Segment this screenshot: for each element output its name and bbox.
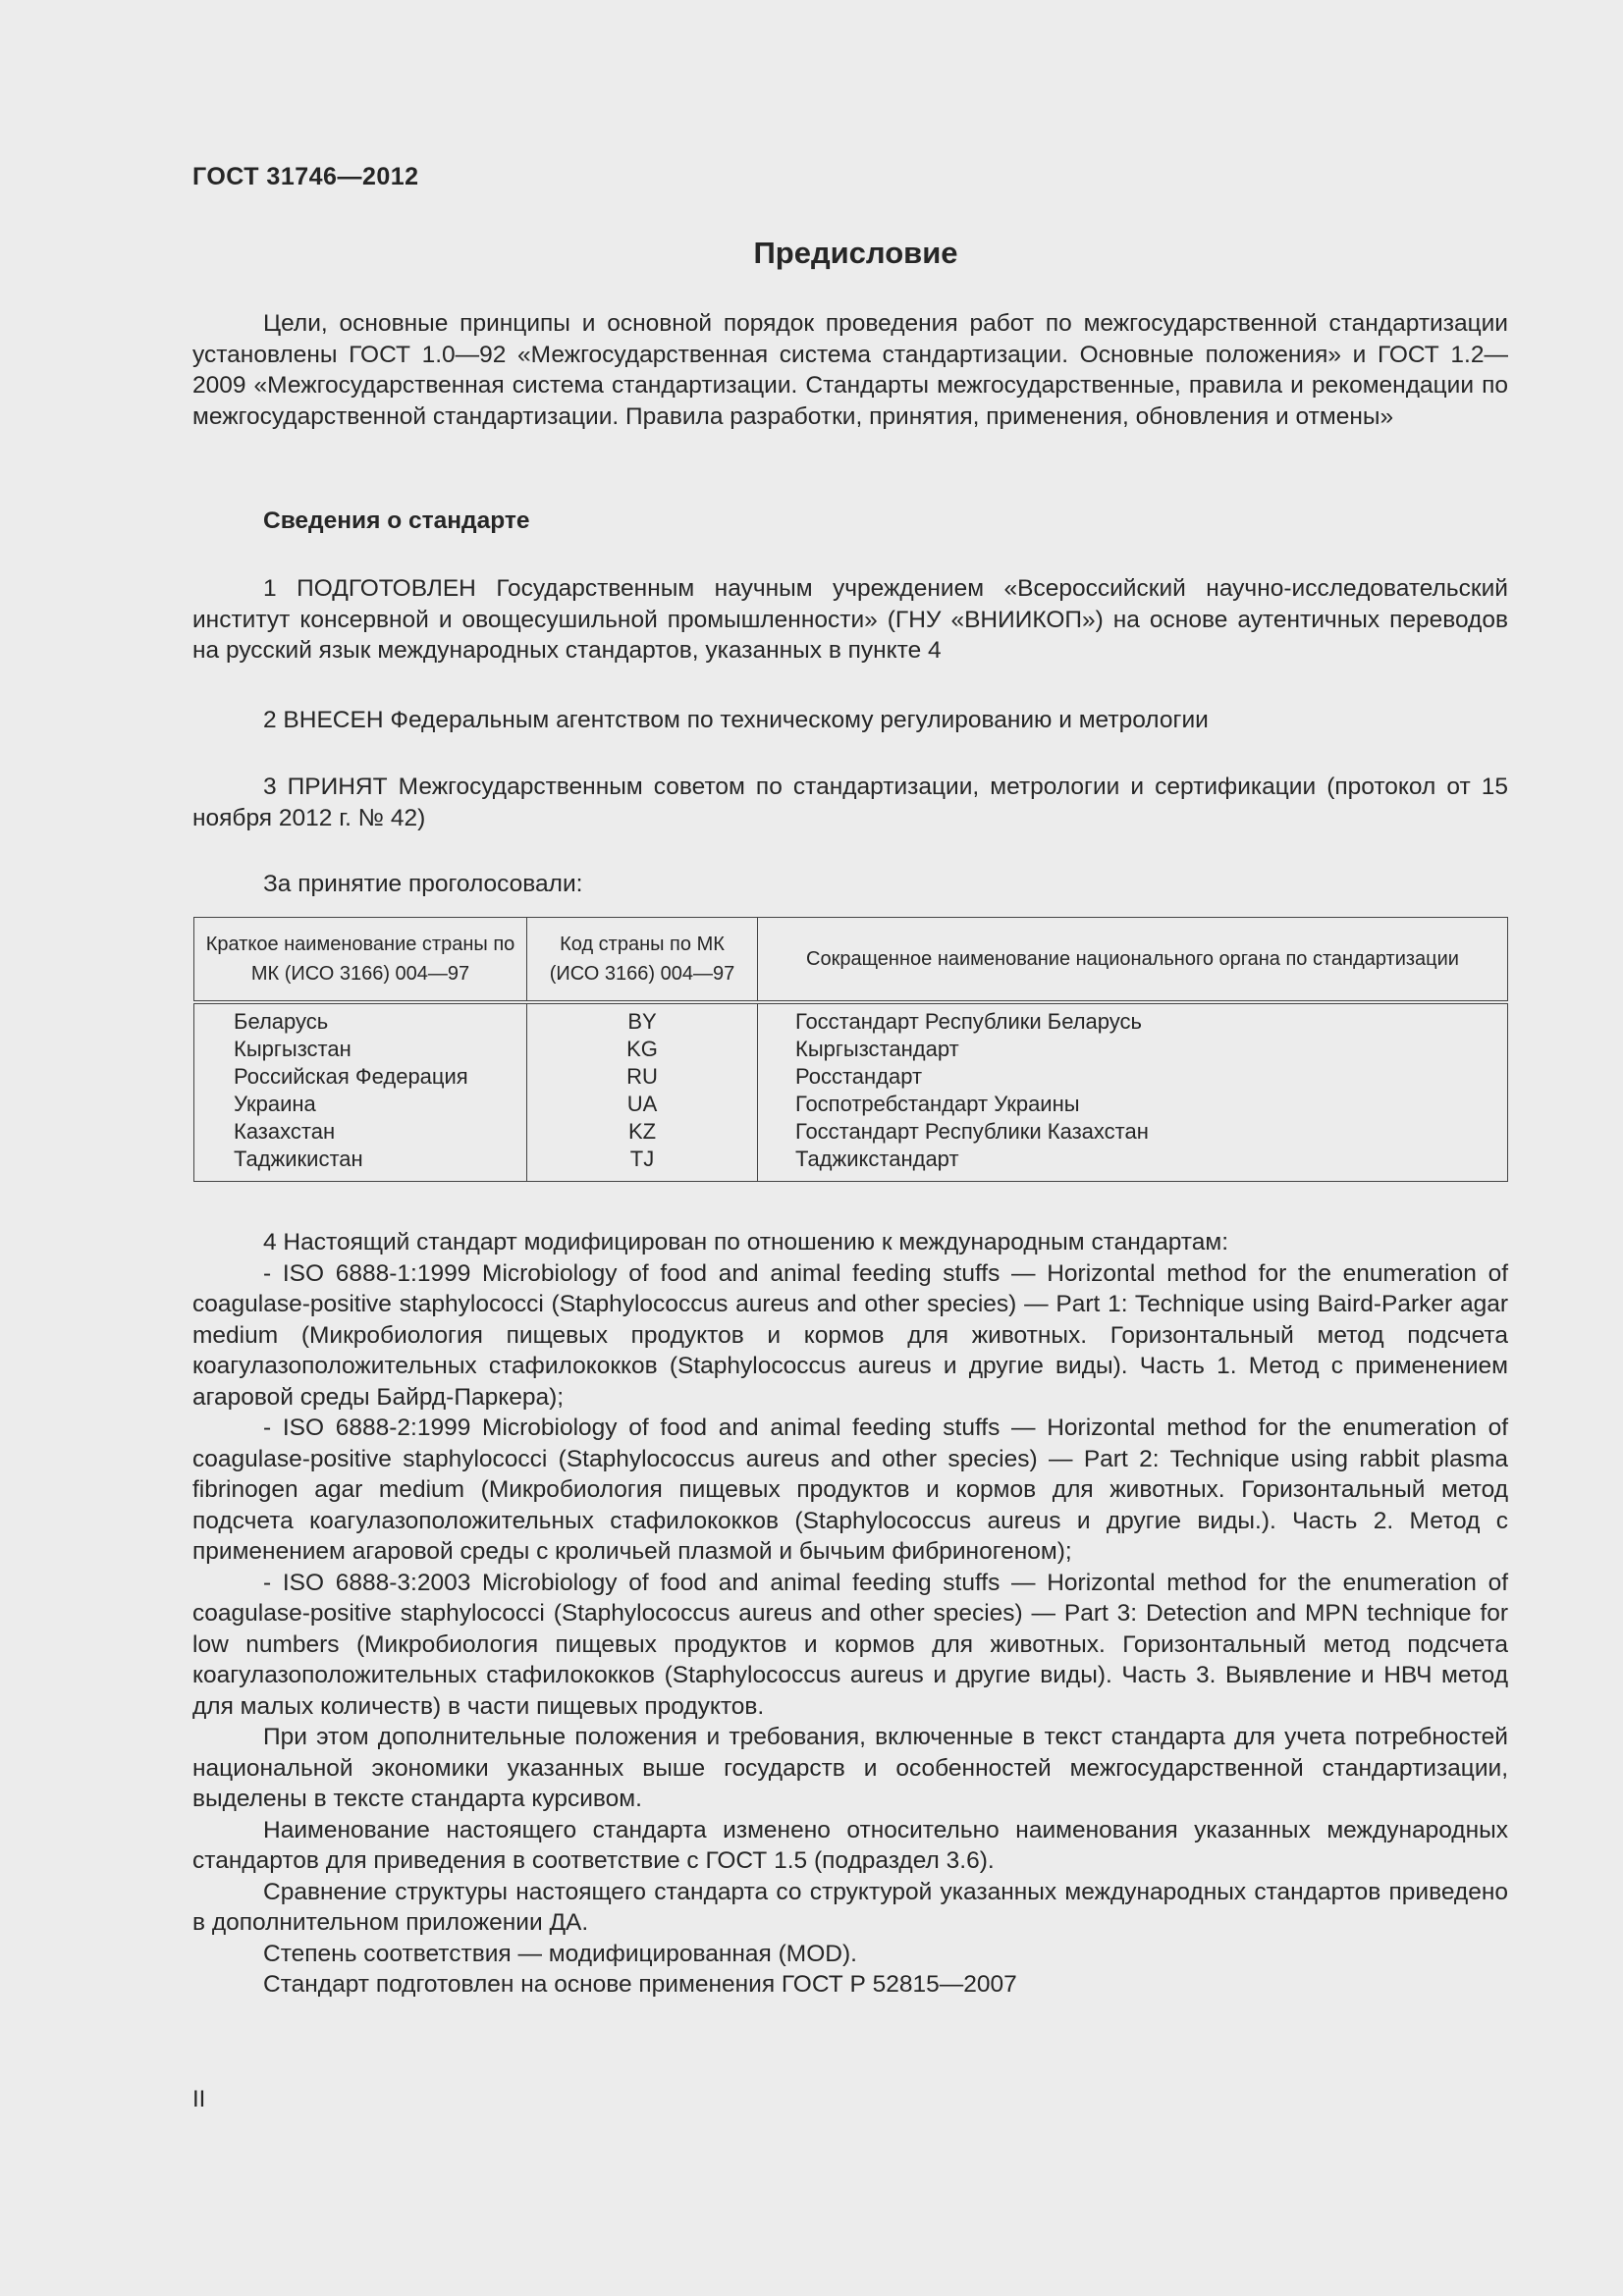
code-cell: BY	[627, 1009, 657, 1034]
code-cell: TJ	[629, 1147, 655, 1171]
org-cell: Госстандарт Республики Казахстан	[795, 1119, 1149, 1144]
document-code: ГОСТ 31746—2012	[192, 163, 419, 190]
standard-reference: - ISO 6888-2:1999 Microbiology of food and animal feeding stuffs — Horizontal method for the enumeration of coagulase-positive staphylococci (Staphylococcus aureus and other species) — Part 2: Technique using rabbit plasma fibrinogen agar medium (Микробиология пищевых продуктов и кормов для животных. Горизонтальный метод подсчета коагулазоположительных стафилококков (Staphylococcus aureus и другие виды.). Часть 2. Метод с применением агаровой среды с кроличьей плазмой и бычьим фибриногеном);	[192, 1415, 1508, 1565]
code-cell: KZ	[627, 1119, 657, 1144]
page-number: II	[192, 2086, 206, 2112]
voted-label: За принятие проголосовали:	[263, 871, 583, 897]
standard-reference: - ISO 6888-1:1999 Microbiology of food and animal feeding stuffs — Horizontal method for the enumeration of coagulase-positive staphylococci (Staphylococcus aureus and other species) — Part 1: Technique using Baird-Parker agar medium (Микробиология пищевых продуктов и кормов для животных. Горизонтальный метод подсчета коагулазоположительных стафилококков (Staphylococcus aureus и другие виды). Часть 1. Метод с применением агаровой среды Байрд-Паркера);	[192, 1259, 1508, 1411]
country-cell: Казахстан	[234, 1119, 336, 1144]
country-cell: Беларусь	[234, 1009, 329, 1034]
org-cell: Росстандарт	[795, 1064, 923, 1089]
item-2	[192, 705, 1508, 736]
item-4-note: Стандарт подготовлен на основе применения ГОСТ Р 52815—2007	[263, 1971, 1017, 1998]
country-cell: Кыргызстан	[234, 1037, 352, 1061]
item-1	[192, 573, 1508, 667]
voting-table	[193, 917, 1508, 1182]
table-header-row	[194, 918, 1508, 1003]
intro-text: Цели, основные принципы и основной порядок проведения работ по межгосударственной стандартизации установлены ГОСТ 1.0—92 «Межгосударственная система стандартизации. Основные положения» и ГОСТ 1.2—2009 «Межгосударственная система стандартизации. Стандарты межгосударственные, правила и рекомендации по межгосударственной стандартизации. Правила разработки, принятия, применения, обновления и отмены»	[192, 310, 1508, 430]
org-cell: Кыргызстандарт	[795, 1037, 959, 1061]
org-cell: Госпотребстандарт Украины	[795, 1092, 1080, 1116]
item-4-note: Наименование настоящего стандарта изменено относительно наименования указанных международных стандартов для приведения в соответствие с ГОСТ 1.5 (подраздел 3.6).	[192, 1816, 1508, 1874]
country-cell: Российская Федерация	[234, 1064, 468, 1089]
item-2-text: 2 ВНЕСЕН Федеральным агентством по техническому регулированию и метрологии	[263, 707, 1209, 733]
item-4-note: При этом дополнительные положения и требования, включенные в текст стандарта для учета потребностей национальной экономики указанных выше государств и особенностей межгосударственной стандартизации, выделены в тексте стандарта курсивом.	[192, 1724, 1508, 1812]
item-4-lead: 4 Настоящий стандарт модифицирован по отношению к международным стандартам:	[263, 1229, 1229, 1255]
country-cell: Таджикистан	[234, 1147, 363, 1171]
header-org: Сокращенное наименование национального органа по стандартизации	[758, 918, 1508, 1003]
code-cell: KG	[626, 1037, 658, 1061]
table-body-row	[194, 1002, 1508, 1182]
item-4	[192, 1227, 1508, 2001]
item-3	[192, 772, 1508, 833]
org-column	[758, 1002, 1508, 1182]
org-cell: Таджикстандарт	[795, 1147, 959, 1171]
country-cell: Украина	[234, 1092, 316, 1116]
item-4-note: Степень соответствия — модифицированная (MOD).	[263, 1940, 857, 1967]
country-column	[194, 1002, 527, 1182]
intro-paragraph	[192, 308, 1508, 432]
code-cell: UA	[626, 1092, 658, 1116]
item-4-note: Сравнение структуры настоящего стандарта со структурой указанных международных стандартов приведено в дополнительном приложении ДА.	[192, 1878, 1508, 1936]
code-column	[527, 1002, 758, 1182]
header-code: Код страны по МК (ИСО 3166) 004—97	[527, 918, 758, 1003]
info-heading: Сведения о стандарте	[263, 507, 530, 534]
org-cell: Госстандарт Республики Беларусь	[795, 1009, 1142, 1034]
standard-reference: - ISO 6888-3:2003 Microbiology of food and animal feeding stuffs — Horizontal method for the enumeration of coagulase-positive staphylococci (Staphylococcus aureus and other species) — Part 3: Detection and MPN technique for low numbers (Микробиология пищевых продуктов и кормов для животных. Горизонтальный метод подсчета коагулазоположительных стафилококков (Staphylococcus aureus и другие виды). Часть 3. Выявление и НВЧ метод для малых количеств) в части пищевых продуктов.	[192, 1569, 1508, 1720]
code-cell: RU	[626, 1064, 658, 1089]
item-1-text: 1 ПОДГОТОВЛЕН Государственным научным учреждением «Всероссийский научно-исследовательский институт консервной и овощесушильной промышленности» (ГНУ «ВНИИКОП») на основе аутентичных переводов на русский язык международных стандартов, указанных в пункте 4	[192, 575, 1508, 664]
item-3-text: 3 ПРИНЯТ Межгосударственным советом по стандартизации, метрологии и сертификации (протокол от 15 ноября 2012 г. № 42)	[192, 774, 1508, 831]
page-title: Предисловие	[753, 236, 958, 270]
header-country: Краткое наименование страны по МК (ИСО 3166) 004—97	[194, 918, 527, 1003]
